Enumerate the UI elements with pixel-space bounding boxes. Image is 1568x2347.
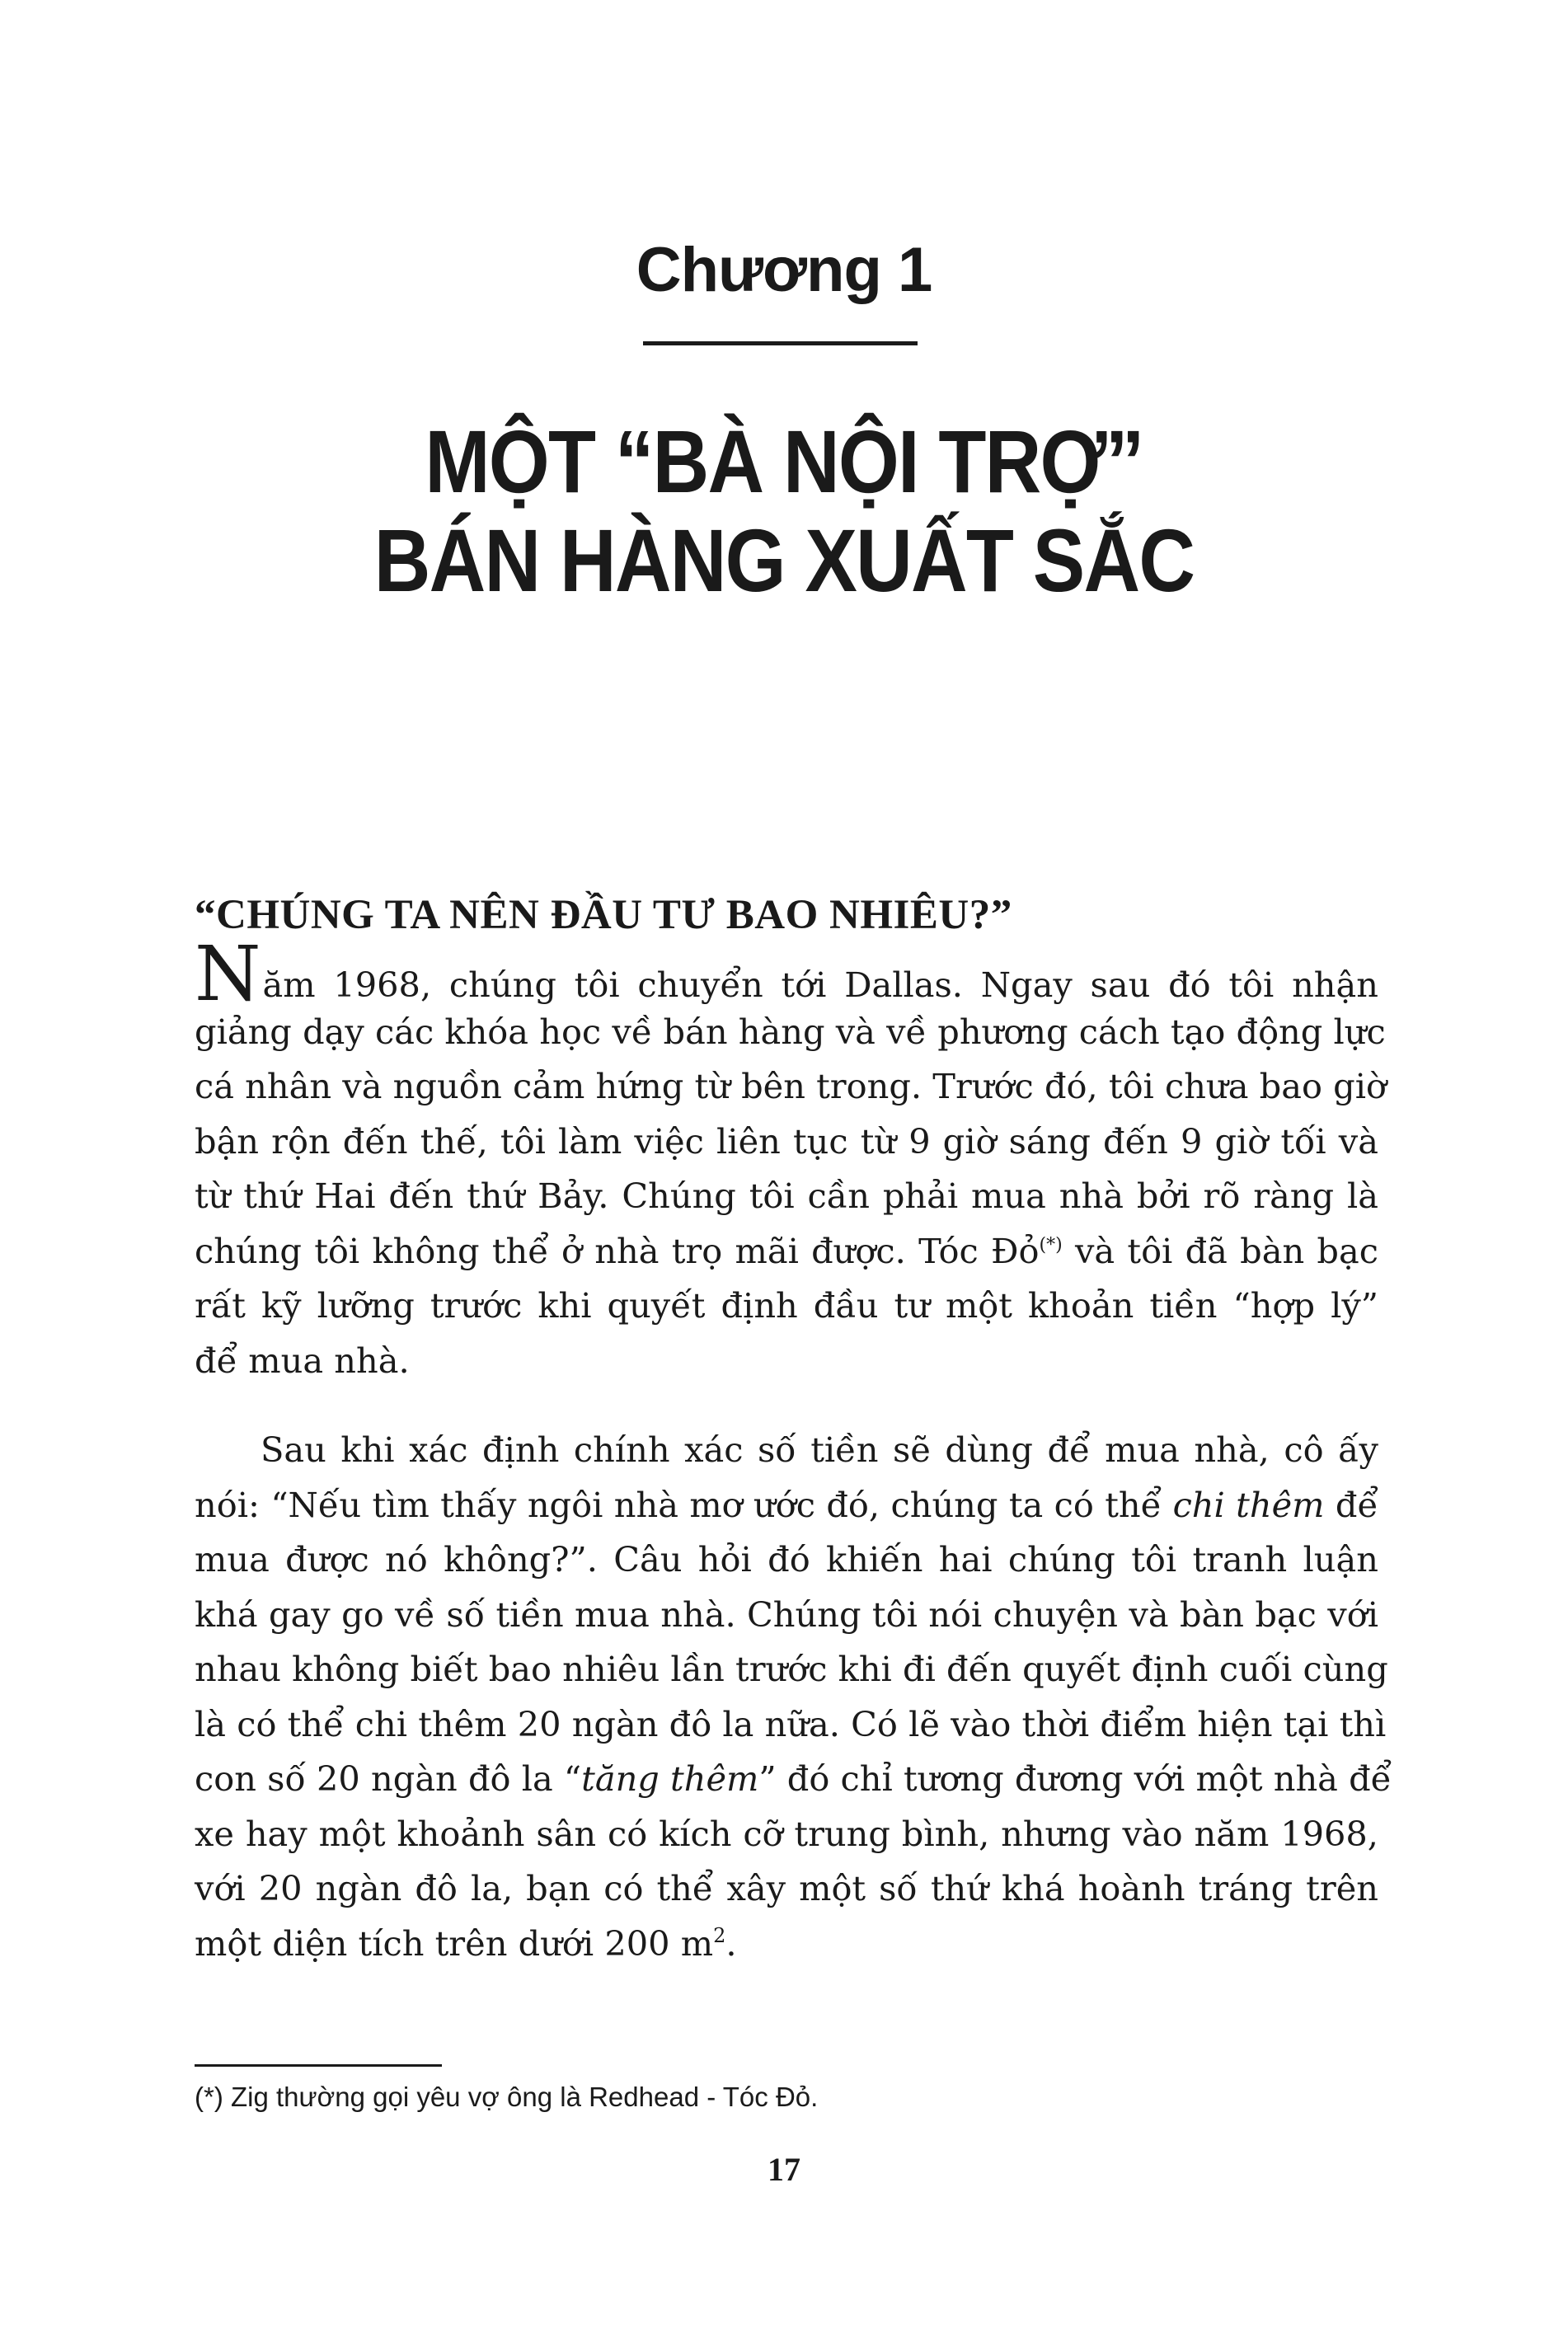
- footnote-divider: [195, 2064, 442, 2067]
- drop-cap: N: [195, 930, 261, 1018]
- paragraph-line: khá gay go về số tiền mua nhà. Chúng tôi nói chuyện và bàn bạc với: [195, 1594, 1378, 1635]
- chapter-title: [0, 412, 1568, 610]
- footnote: (*) Zig thường gọi yêu vợ ông là Redhead - Tóc Đỏ.: [195, 2082, 819, 2112]
- paragraph-line: là có thể chi thêm 20 ngàn đô la nữa. Có lẽ vào thời điểm hiện tại thì: [195, 1703, 1387, 1744]
- paragraph-line: giảng dạy các khóa học về bán hàng và về phương cách tạo động lực: [195, 1011, 1386, 1052]
- section-heading: “CHÚNG TA NÊN ĐẦU TƯ BAO NHIÊU?”: [195, 892, 1012, 938]
- paragraph-line: xe hay một khoảnh sân có kích cỡ trung bình, nhưng vào năm 1968,: [195, 1813, 1378, 1854]
- paragraph-line: Năm 1968, chúng tôi chuyển tới Dallas. Ngay sau đó tôi nhận: [195, 930, 1378, 1018]
- chapter-title-line-2: BÁN HÀNG XUẤT SẮC: [373, 510, 1195, 610]
- paragraph-line: Sau khi xác định chính xác số tiền sẽ dùng để mua nhà, cô ấy: [261, 1429, 1378, 1470]
- paragraph-line: bận rộn đến thế, tôi làm việc liên tục từ 9 giờ sáng đến 9 giờ tối và: [195, 1120, 1378, 1162]
- paragraph-line: từ thứ Hai đến thứ Bảy. Chúng tôi cần phải mua nhà bởi rõ ràng là: [195, 1176, 1378, 1216]
- chapter-divider: [643, 341, 918, 345]
- paragraph-line: nhau không biết bao nhiêu lần trước khi đi đến quyết định cuối cùng: [195, 1649, 1388, 1689]
- paragraph-line: để mua nhà.: [195, 1340, 410, 1381]
- paragraph-line: con số 20 ngàn đô la “tăng thêm” đó chỉ tương đương với một nhà để: [195, 1758, 1392, 1799]
- paragraph-line: rất kỹ lưỡng trước khi quyết định đầu tư một khoản tiền “hợp lý”: [195, 1285, 1378, 1326]
- footnote-marker: (*): [1039, 1234, 1063, 1256]
- superscript: 2: [713, 1923, 726, 1947]
- chapter-label: Chương 1: [636, 235, 932, 305]
- paragraph-2: [195, 1423, 1392, 1971]
- paragraph-line: với 20 ngàn đô la, bạn có thể xây một số thứ khá hoành tráng trên: [195, 1868, 1378, 1908]
- paragraph-line: một diện tích trên dưới 200 $m^2$.: [195, 1922, 737, 1964]
- paragraph-line: chúng tôi không thể ở nhà trọ mãi được. Tóc Đỏ(*) và tôi đã bàn bạc: [195, 1230, 1378, 1271]
- emphasis: chi thêm: [1172, 1484, 1325, 1525]
- paragraph-1: [195, 930, 1387, 1388]
- chapter-title-line-1: MỘT “BÀ NỘI TRỢ”: [425, 411, 1143, 511]
- paragraph-line: cá nhân và nguồn cảm hứng từ bên trong. Trước đó, tôi chưa bao giờ: [195, 1066, 1387, 1106]
- paragraph-line: mua được nó không?”. Câu hỏi đó khiến hai chúng tôi tranh luận: [195, 1539, 1378, 1580]
- page-number: 17: [768, 2151, 800, 2188]
- paragraph-line: nói: “Nếu tìm thấy ngôi nhà mơ ước đó, chúng ta có thể chi thêm để: [195, 1484, 1378, 1525]
- emphasis: tăng thêm: [581, 1758, 759, 1799]
